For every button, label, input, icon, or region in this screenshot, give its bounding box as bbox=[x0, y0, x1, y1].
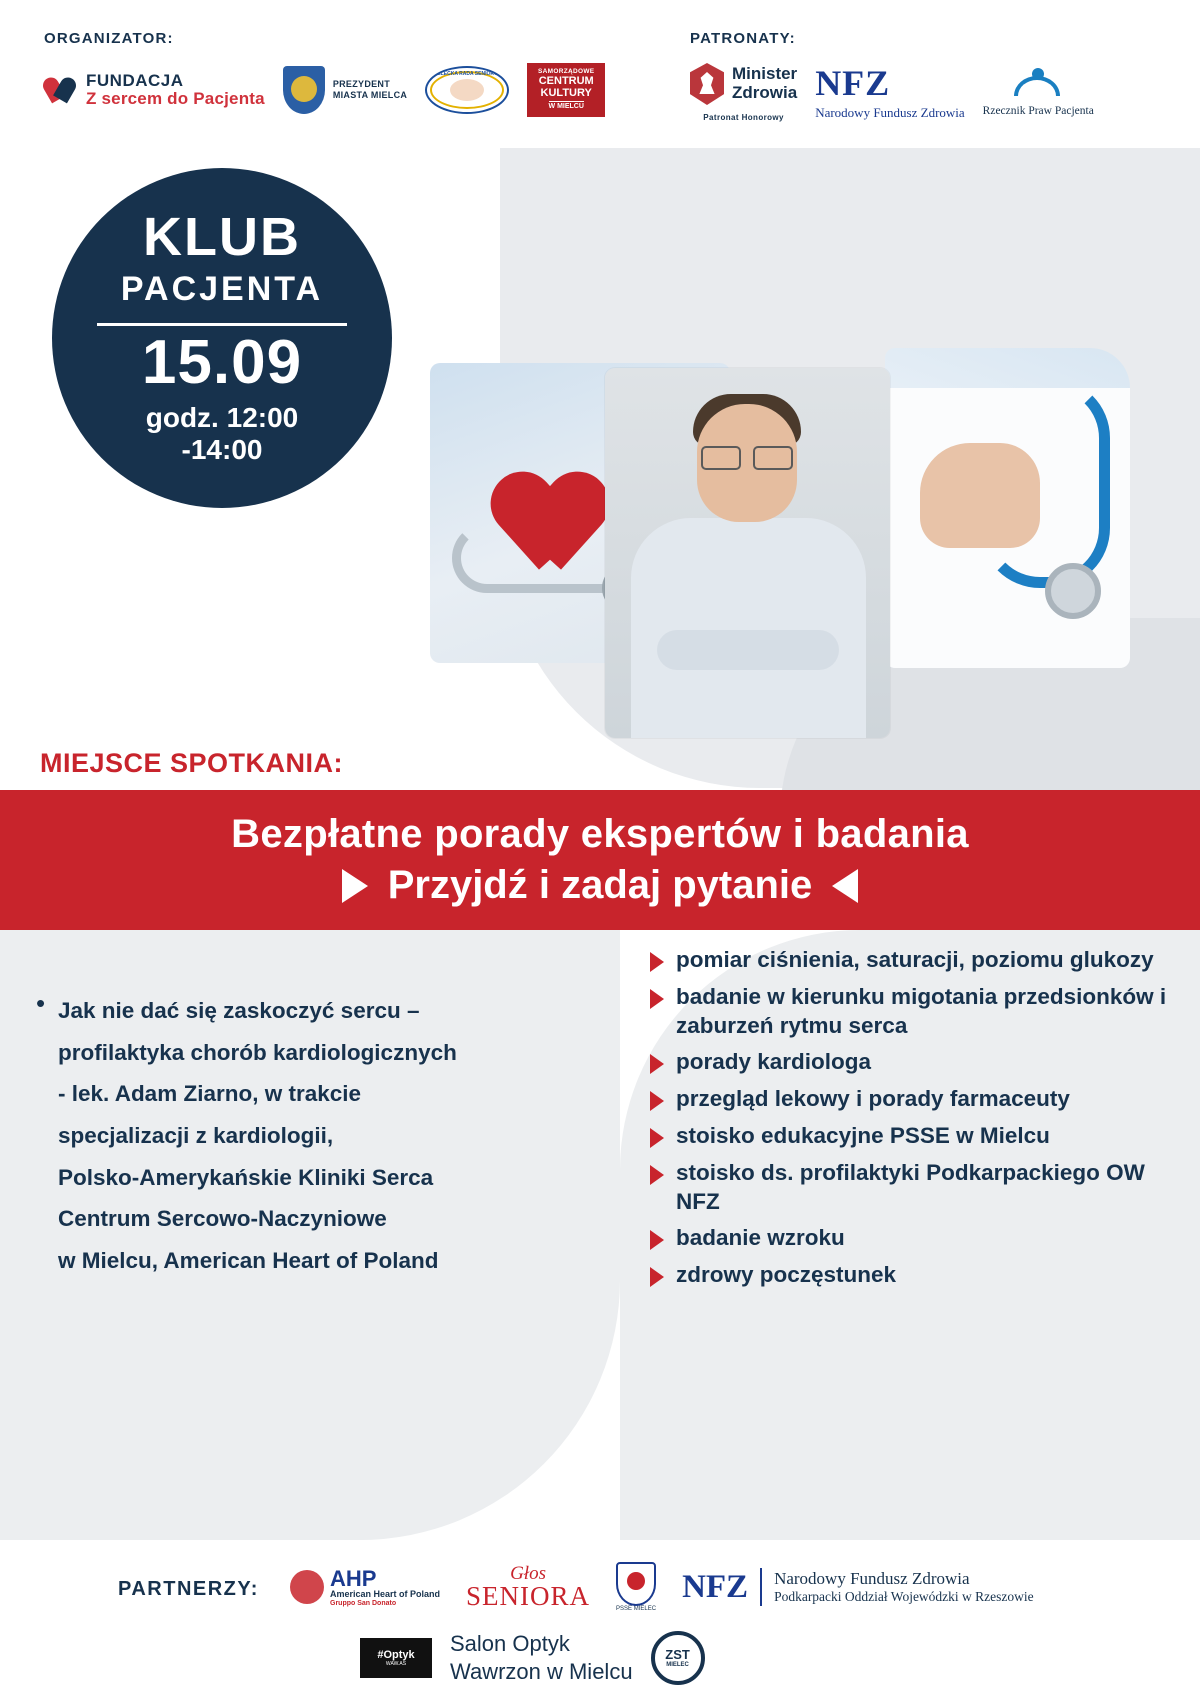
triangle-bullet-icon bbox=[650, 1230, 664, 1250]
photo-doctor-stethoscope bbox=[885, 348, 1130, 668]
ahp-line2: American Heart of Poland bbox=[330, 1589, 441, 1600]
zst-line2: MIELEC bbox=[666, 1662, 689, 1668]
service-label: stoisko edukacyjne PSSE w Mielcu bbox=[676, 1122, 1050, 1148]
list-item bbox=[650, 1122, 1170, 1151]
service-label: stoisko ds. profilaktyki Podkarpackiego OW NFZ bbox=[676, 1159, 1145, 1214]
glos-seniora-logo bbox=[466, 1564, 590, 1610]
patrons-block bbox=[690, 30, 1094, 122]
mz-honorary-patronage: Patronat Honorowy bbox=[703, 113, 784, 122]
nfz-line2: Podkarpacki Oddział Wojewódzki w Rzeszowie bbox=[774, 1589, 1034, 1604]
banner-line1: Bezpłatne porady ekspertów i badania bbox=[231, 812, 969, 856]
event-badge bbox=[52, 168, 392, 508]
zst-line1: ZST bbox=[665, 1647, 690, 1662]
zst-mielec-logo bbox=[651, 1631, 705, 1685]
partners-section bbox=[0, 1540, 1200, 1697]
service-label: przegląd lekowy i porady farmaceuty bbox=[676, 1086, 1070, 1112]
prezydent-line1: PREZYDENT bbox=[332, 78, 391, 89]
place-heading: MIEJSCE SPOTKANIA: bbox=[40, 748, 344, 778]
triangle-bullet-icon bbox=[650, 1165, 664, 1185]
lecture-detail-line4: Centrum Sercowo-Naczyniowe bbox=[58, 1206, 387, 1232]
organizer-block bbox=[44, 30, 605, 117]
patrons-logo-row bbox=[690, 63, 1094, 122]
list-item bbox=[650, 983, 1170, 1041]
lecture-detail-line2: specjalizacji z kardiologii, bbox=[58, 1122, 334, 1148]
fundacja-logo bbox=[44, 72, 265, 108]
list-item bbox=[650, 1085, 1170, 1114]
hero-photo-group bbox=[430, 348, 1130, 738]
triangle-bullet-icon bbox=[650, 1128, 664, 1148]
sck-line2: CENTRUM bbox=[538, 75, 594, 88]
badge-time-line1: godz. 12:00 bbox=[145, 402, 299, 433]
triangle-bullet-icon bbox=[650, 1054, 664, 1074]
triangle-bullet-icon bbox=[650, 989, 664, 1009]
lecture-column bbox=[36, 990, 556, 1281]
hero-section bbox=[0, 148, 1200, 788]
rpp-icon bbox=[1008, 68, 1068, 102]
poster-header bbox=[0, 0, 1200, 148]
sck-line1: SAMORZĄDOWE bbox=[538, 68, 595, 76]
lecture-detail-line3: Polsko-Amerykańskie Kliniki Serca bbox=[58, 1164, 434, 1190]
partners-logo-row-2 bbox=[360, 1630, 705, 1685]
rpp-caption: Rzecznik Praw Pacjenta bbox=[982, 105, 1094, 117]
red-banner bbox=[0, 790, 1200, 930]
patrons-label: PATRONATY: bbox=[690, 30, 796, 47]
banner-line2: Przyjdź i zadaj pytanie bbox=[387, 863, 813, 907]
triangle-left-icon bbox=[832, 869, 858, 903]
prezydent-logo bbox=[283, 66, 407, 114]
mz-line1: Minister bbox=[732, 64, 798, 84]
optyk-line1: Salon Optyk bbox=[450, 1631, 570, 1656]
heart-icon bbox=[44, 73, 78, 107]
badge-time-line2: -14:00 bbox=[181, 434, 263, 465]
nfz-logo bbox=[815, 62, 965, 121]
triangle-bullet-icon bbox=[650, 952, 664, 972]
service-label: badanie w kierunku migotania przedsionków i zaburzeń rytmu serca bbox=[676, 983, 1167, 1038]
nfz-abbr: NFZ bbox=[815, 62, 891, 103]
list-item bbox=[650, 1159, 1170, 1217]
triangle-bullet-icon bbox=[650, 1267, 664, 1287]
optyk-badge-line2: WAW.AS bbox=[385, 1660, 407, 1667]
sck-line4: W MIELCU bbox=[548, 103, 584, 111]
badge-title-line1: KLUB bbox=[143, 207, 301, 267]
triangle-right-icon bbox=[342, 869, 368, 903]
glos-line2: SENIORA bbox=[466, 1581, 591, 1611]
badge-date: 15.09 bbox=[141, 328, 303, 397]
nfz-abbr: NFZ bbox=[682, 1568, 749, 1605]
triangle-bullet-icon bbox=[650, 1091, 664, 1111]
optyk-line2: Wawrzon w Mielcu bbox=[450, 1658, 633, 1684]
lecture-detail-line5: w Mielcu, American Heart of Poland bbox=[58, 1247, 439, 1273]
divider bbox=[760, 1568, 762, 1606]
nfz-podkarpacki-logo bbox=[682, 1568, 1034, 1606]
service-label: badanie wzroku bbox=[676, 1225, 845, 1251]
nfz-full-name: Narodowy Fundusz Zdrowia bbox=[815, 104, 965, 120]
list-item bbox=[650, 1048, 1170, 1077]
list-item bbox=[650, 946, 1170, 975]
list-item bbox=[650, 1261, 1170, 1290]
list-item bbox=[650, 1224, 1170, 1253]
badge-divider bbox=[97, 323, 347, 326]
service-label: pomiar ciśnienia, saturacji, poziomu glukozy bbox=[676, 947, 1154, 972]
nfz-line1: Narodowy Fundusz Zdrowia bbox=[774, 1569, 970, 1588]
fundacja-line1: FUNDACJA bbox=[86, 71, 184, 91]
ahp-mark-icon bbox=[290, 1570, 324, 1604]
ahp-line3: Gruppo San Donato bbox=[330, 1599, 397, 1607]
organizer-label: ORGANIZATOR: bbox=[44, 30, 174, 47]
crest-icon bbox=[283, 66, 325, 114]
lecture-title-line1: • Jak nie dać się zaskoczyć sercu – bbox=[58, 998, 420, 1023]
fundacja-logo-text bbox=[86, 72, 265, 108]
lecture-detail-line1: - lek. Adam Ziarno, w trakcie bbox=[58, 1081, 362, 1107]
mz-line2: Zdrowia bbox=[732, 83, 798, 102]
content-section bbox=[0, 930, 1200, 1540]
partners-logo-row-1 bbox=[290, 1562, 1034, 1612]
rzecznik-praw-pacjenta-logo bbox=[983, 68, 1094, 117]
prezydent-line2: MIASTA MIELCA bbox=[332, 90, 408, 100]
photo-speaker-portrait bbox=[605, 368, 890, 738]
service-label: porady kardiologa bbox=[676, 1049, 872, 1075]
glos-line1: Głos bbox=[510, 1563, 546, 1584]
partners-label: PARTNERZY: bbox=[118, 1578, 259, 1600]
rada-seniorow-logo bbox=[425, 66, 509, 114]
service-label: zdrowy poczęstunek bbox=[676, 1262, 897, 1288]
sck-line3: KULTURY bbox=[540, 86, 592, 99]
psse-crest-icon bbox=[616, 1562, 656, 1606]
optyk-logo-text bbox=[450, 1630, 633, 1685]
optyk-badge-icon bbox=[360, 1638, 432, 1678]
sck-logo bbox=[527, 63, 605, 117]
lecture-list bbox=[36, 990, 556, 1281]
ahp-logo bbox=[290, 1567, 440, 1607]
banner-line2-row bbox=[342, 863, 859, 908]
optyk-badge-line1: #Optyk bbox=[377, 1648, 415, 1661]
eagle-icon bbox=[690, 63, 724, 105]
lecture-title-line2: profilaktyka chorób kardiologicznych bbox=[58, 1039, 457, 1065]
psse-caption: PSSE MIELEC bbox=[616, 1606, 657, 1612]
prezydent-logo-text bbox=[333, 79, 407, 102]
ahp-line1: AHP bbox=[330, 1566, 377, 1592]
rada-seniorow-caption: MIELECKA RADA SENIORÓW bbox=[431, 71, 503, 77]
ministerstwo-zdrowia-logo bbox=[690, 63, 797, 122]
fundacja-line2: Z sercem do Pacjenta bbox=[86, 89, 265, 108]
glasses-icon bbox=[701, 446, 793, 466]
services-column bbox=[650, 946, 1170, 1298]
organizer-logo-row bbox=[44, 63, 605, 117]
psse-logo bbox=[616, 1562, 656, 1612]
badge-title-line2: PACJENTA bbox=[120, 270, 324, 308]
list-item bbox=[36, 990, 556, 1281]
